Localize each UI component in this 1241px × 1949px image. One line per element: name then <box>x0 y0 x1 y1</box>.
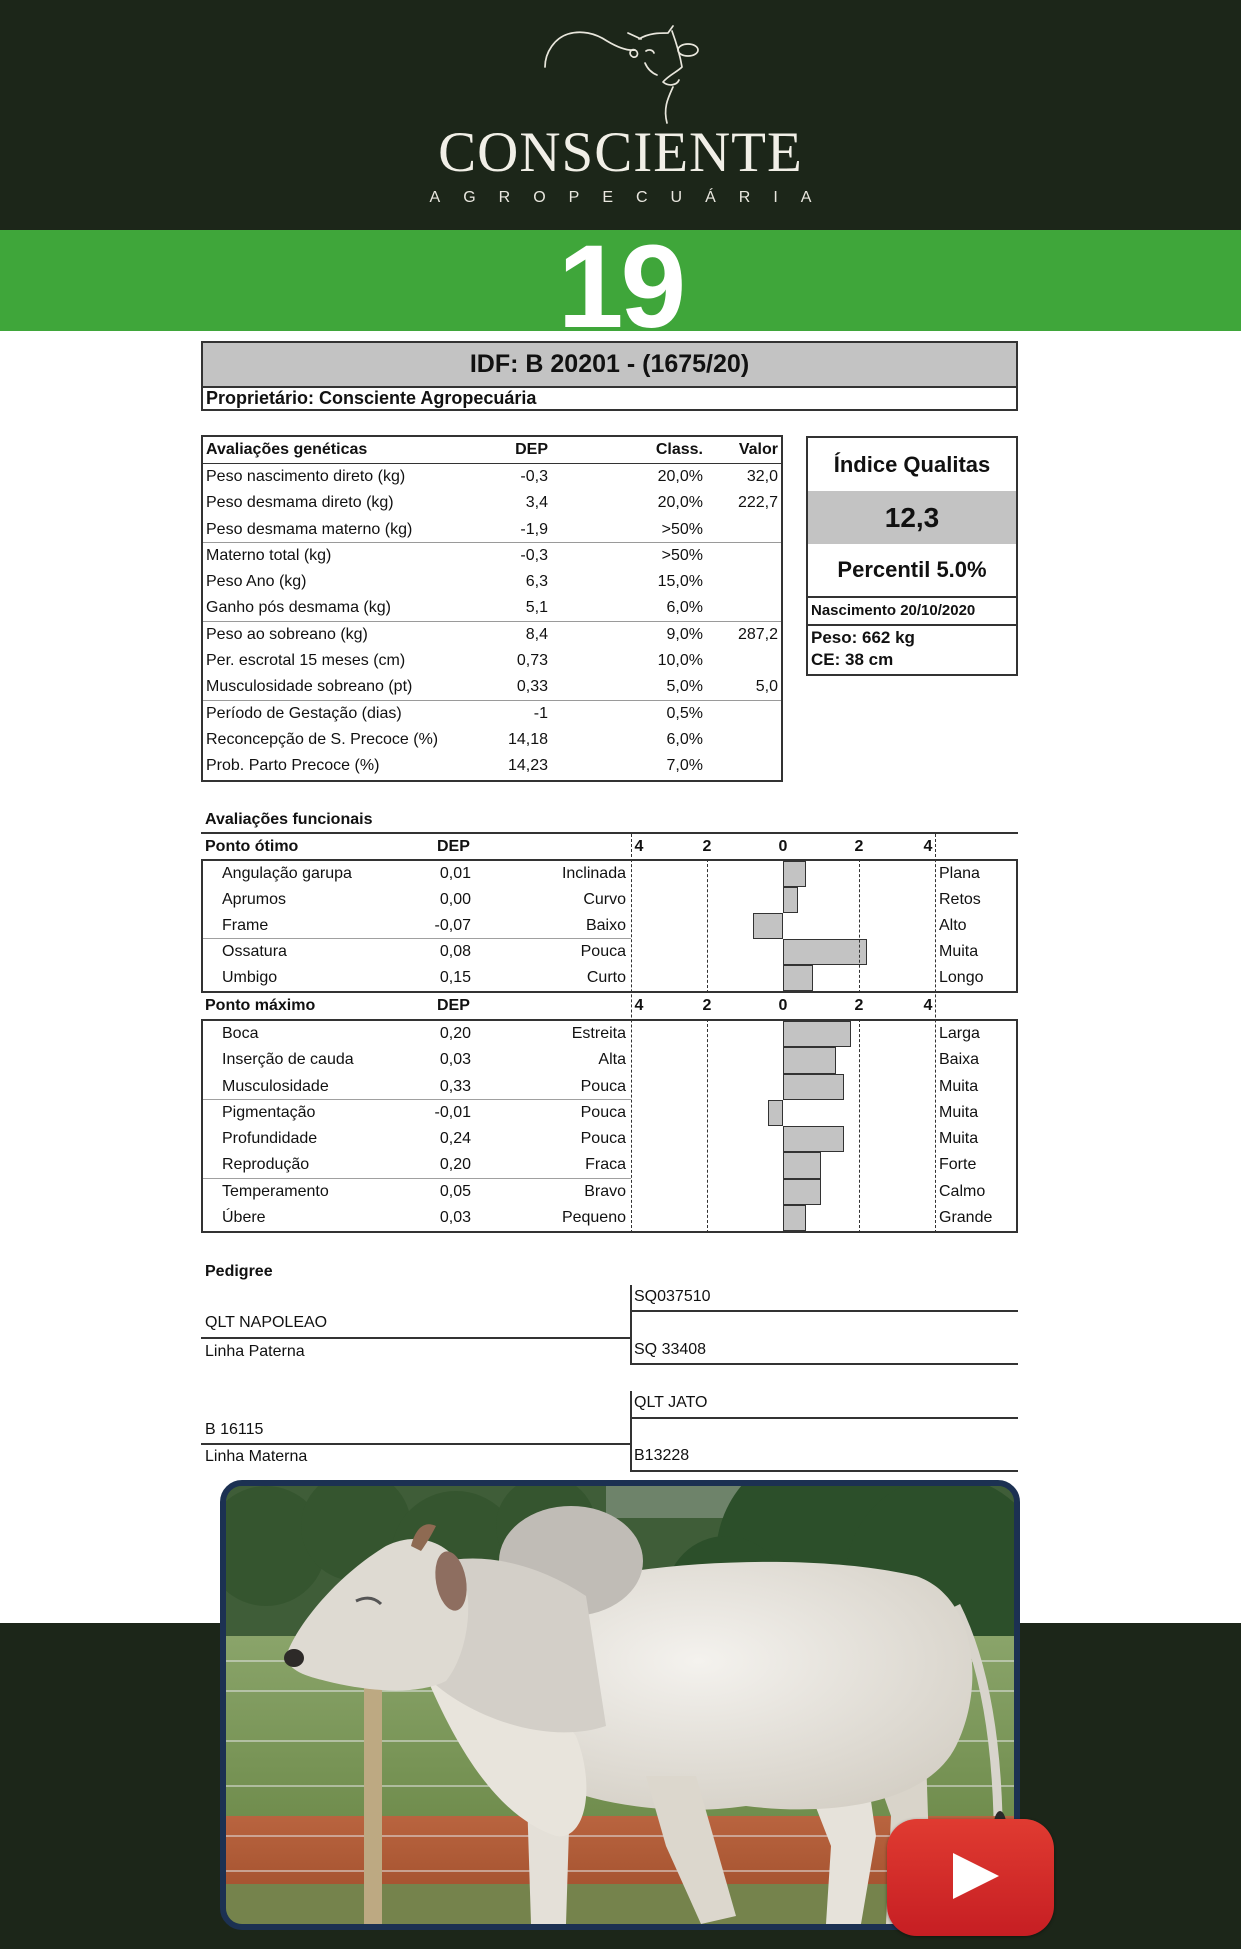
trait-label: Musculosidade sobreano (pt) <box>206 678 413 696</box>
table-row <box>203 753 781 779</box>
table-header <box>203 437 781 464</box>
table-row <box>203 490 781 516</box>
scrotal-circumference: CE: 38 cm <box>811 650 894 669</box>
table-row <box>203 648 781 674</box>
axis-gridline <box>935 834 936 1233</box>
trait-label: Úbere <box>222 1208 266 1226</box>
functional-row <box>203 965 1016 991</box>
bar-musculosidade <box>783 1074 844 1100</box>
trait-label: Temperamento <box>222 1182 329 1200</box>
header-value: Valor <box>738 441 778 458</box>
high-descriptor: Retos <box>939 891 981 908</box>
trait-class: 20,0% <box>657 468 703 485</box>
trait-label: Período de Gestação (dias) <box>206 704 402 722</box>
table-row <box>203 464 781 490</box>
pedigree-title: Pedigree <box>205 1263 273 1280</box>
axis-gridline <box>859 859 860 993</box>
low-descriptor: Pouca <box>580 1077 626 1095</box>
high-descriptor: Muita <box>939 943 979 960</box>
sire-dam: SQ 33408 <box>634 1341 707 1358</box>
high-descriptor: Larga <box>939 1025 980 1042</box>
low-descriptor: Pouca <box>580 943 626 960</box>
functional-row <box>203 913 1016 939</box>
trait-label: Peso ao sobreano (kg) <box>206 625 368 643</box>
trait-dep: -0,07 <box>434 917 471 934</box>
trait-dep: 0,03 <box>439 1208 471 1226</box>
trait-dep: 14,18 <box>507 730 548 748</box>
low-descriptor: Bravo <box>584 1182 626 1200</box>
high-descriptor: Muita <box>939 1103 979 1121</box>
low-descriptor: Curvo <box>583 891 626 908</box>
trait-label: Frame <box>222 917 269 934</box>
trait-dep: -1 <box>533 704 548 722</box>
animal-id-box <box>201 341 1018 411</box>
trait-label: Reconcepção de S. Precoce (%) <box>206 730 439 748</box>
trait-label: Aprumos <box>222 891 287 908</box>
trait-dep: 0,05 <box>439 1182 471 1200</box>
bar--bere <box>783 1205 806 1231</box>
axis-gridline <box>631 834 632 1233</box>
trait-label: Profundidade <box>222 1130 318 1147</box>
trait-class: 7,0% <box>666 757 703 775</box>
qualitas-title: Índice Qualitas <box>833 452 991 477</box>
high-descriptor: Calmo <box>939 1182 986 1200</box>
axis-tick-label: 2 <box>702 838 712 855</box>
pedigree-line <box>630 1470 1018 1472</box>
bar-inser-o-de-cauda <box>783 1047 836 1073</box>
axis-tick-label: 0 <box>778 997 788 1014</box>
animal-idf: IDF: B 20201 - (1675/20) <box>203 343 1016 388</box>
trait-label: Peso Ano (kg) <box>206 573 307 591</box>
trait-label: Materno total (kg) <box>206 546 332 564</box>
trait-dep: 0,20 <box>439 1025 471 1042</box>
trait-dep: -0,3 <box>520 546 548 564</box>
trait-class: 15,0% <box>657 573 703 591</box>
lot-number: 19 <box>557 230 684 331</box>
group-header-row <box>201 834 1018 859</box>
table-row <box>203 543 781 569</box>
trait-dep: 0,33 <box>516 678 548 696</box>
weight-ce-box <box>808 624 1016 672</box>
bar-boca <box>783 1021 851 1047</box>
header-class: Class. <box>655 441 703 458</box>
bar-profundidade <box>783 1126 844 1152</box>
pedigree-connector <box>630 1391 632 1471</box>
high-descriptor: Baixa <box>939 1051 980 1069</box>
sire: QLT NAPOLEAO <box>205 1314 328 1331</box>
sire-line-label: Linha Paterna <box>205 1343 305 1360</box>
low-descriptor: Fraca <box>585 1156 626 1174</box>
trait-value: 5,0 <box>755 678 778 696</box>
trait-value: 32,0 <box>746 468 778 485</box>
functional-row <box>203 1152 1016 1178</box>
trait-class: 10,0% <box>657 652 703 670</box>
trait-label: Peso desmama materno (kg) <box>206 520 413 538</box>
trait-label: Per. escrotal 15 meses (cm) <box>206 652 406 670</box>
brand-subtitle: AGROPECUÁRIA <box>429 189 835 206</box>
bar-angula-o-garupa <box>783 861 806 887</box>
table-row <box>203 701 781 727</box>
low-descriptor: Pequeno <box>561 1208 626 1226</box>
header-dep: DEP <box>515 441 548 458</box>
functional-row <box>203 1074 1016 1100</box>
trait-label: Ossatura <box>222 943 287 960</box>
trait-dep: 0,03 <box>439 1051 471 1069</box>
animal-owner: Proprietário: Consciente Agropecuária <box>206 388 537 408</box>
cow-logo-icon <box>535 20 705 130</box>
group-header: Ponto ótimo <box>205 838 299 855</box>
sire-sire: SQ037510 <box>634 1288 711 1305</box>
qualitas-value: 12,3 <box>808 491 1016 544</box>
dam-line-label: Linha Materna <box>205 1448 308 1465</box>
trait-dep: 5,1 <box>525 599 548 617</box>
trait-class: 6,0% <box>666 730 703 748</box>
axis-gridline <box>707 1019 708 1233</box>
low-descriptor: Alta <box>598 1051 626 1069</box>
functional-row <box>203 1100 1016 1126</box>
qualitas-index-box <box>806 436 1018 676</box>
functional-row <box>203 1205 1016 1231</box>
table-row <box>203 622 781 648</box>
dam: B 16115 <box>205 1421 264 1438</box>
functional-row <box>203 887 1016 913</box>
table-row <box>203 569 781 595</box>
trait-label: Peso nascimento direto (kg) <box>206 468 406 485</box>
functional-group-table <box>201 1019 1018 1233</box>
axis-tick-label: 4 <box>634 997 644 1014</box>
trait-dep: 0,15 <box>439 969 471 986</box>
trait-label: Boca <box>222 1025 259 1042</box>
high-descriptor: Muita <box>939 1077 979 1095</box>
header-trait: Avaliações genéticas <box>206 441 368 458</box>
bar-reprodu-o <box>783 1152 821 1178</box>
functional-group-table <box>201 859 1018 993</box>
trait-dep: 0,24 <box>439 1130 471 1147</box>
high-descriptor: Plana <box>939 865 980 882</box>
trait-dep: -0,01 <box>434 1103 471 1121</box>
table-row <box>203 517 781 543</box>
low-descriptor: Pouca <box>580 1103 626 1121</box>
bar-aprumos <box>783 887 798 913</box>
trait-dep: 0,08 <box>439 943 471 960</box>
trait-label: Ganho pós desmama (kg) <box>206 599 391 617</box>
group-header: Ponto máximo <box>205 997 316 1014</box>
trait-dep: 6,3 <box>525 573 548 591</box>
trait-label: Angulação garupa <box>222 865 352 882</box>
trait-class: >50% <box>661 546 703 564</box>
bar-umbigo <box>783 965 813 991</box>
trait-label: Pigmentação <box>222 1103 316 1121</box>
pedigree-line <box>630 1417 1018 1419</box>
functional-row <box>203 1021 1016 1047</box>
axis-tick-label: 2 <box>702 997 712 1014</box>
trait-dep: -0,3 <box>520 468 548 485</box>
bar-temperamento <box>783 1179 821 1205</box>
trait-label: Musculosidade <box>222 1077 329 1095</box>
youtube-play-button[interactable] <box>887 1819 1054 1936</box>
pedigree-line <box>630 1363 1018 1365</box>
bar-frame <box>753 913 783 939</box>
table-row <box>203 727 781 753</box>
trait-dep: 0,01 <box>439 865 471 882</box>
high-descriptor: Alto <box>939 917 967 934</box>
pedigree-line <box>630 1310 1018 1312</box>
functional-row <box>203 1047 1016 1073</box>
axis-gridline <box>859 1019 860 1233</box>
axis-tick-label: 4 <box>923 838 933 855</box>
high-descriptor: Longo <box>939 969 984 986</box>
functional-row <box>203 1126 1016 1152</box>
trait-class: 0,5% <box>666 704 703 722</box>
trait-dep: 14,23 <box>507 757 548 775</box>
functional-row <box>203 1179 1016 1205</box>
trait-class: 9,0% <box>666 625 703 643</box>
birth-date: Nascimento 20/10/2020 <box>808 596 1016 624</box>
low-descriptor: Inclinada <box>561 865 626 882</box>
functional-row <box>203 939 1016 965</box>
trait-dep: 0,20 <box>439 1156 471 1174</box>
trait-label: Prob. Parto Precoce (%) <box>206 757 380 775</box>
trait-value: 287,2 <box>737 625 778 643</box>
weight: Peso: 662 kg <box>811 628 915 647</box>
brand-name: CONSCIENTE <box>438 121 803 184</box>
trait-label: Peso desmama direto (kg) <box>206 494 394 512</box>
functional-title: Avaliações funcionais <box>205 811 373 828</box>
low-descriptor: Estreita <box>571 1025 626 1042</box>
high-descriptor: Grande <box>939 1208 993 1226</box>
dep-header: DEP <box>437 838 470 855</box>
high-descriptor: Forte <box>939 1156 977 1174</box>
pedigree-line <box>201 1337 632 1339</box>
table-body <box>203 464 781 780</box>
low-descriptor: Baixo <box>585 917 626 934</box>
trait-dep: 8,4 <box>525 625 548 643</box>
axis-tick-label: 2 <box>854 997 864 1014</box>
trait-class: >50% <box>661 520 703 538</box>
low-descriptor: Curto <box>586 969 626 986</box>
functional-row <box>203 861 1016 887</box>
axis-tick-label: 2 <box>854 838 864 855</box>
pedigree-connector <box>630 1285 632 1365</box>
genetic-evaluations-table <box>201 435 783 782</box>
high-descriptor: Muita <box>939 1130 979 1147</box>
trait-label: Inserção de cauda <box>222 1051 354 1069</box>
lot-band <box>0 230 1241 331</box>
axis-tick-label: 0 <box>778 838 788 855</box>
bar-ossatura <box>783 939 867 965</box>
bar-pigmenta-o <box>768 1100 783 1126</box>
trait-dep: -1,9 <box>520 520 548 538</box>
table-row <box>203 595 781 621</box>
low-descriptor: Pouca <box>580 1130 626 1147</box>
table-row <box>203 674 781 700</box>
dep-header: DEP <box>437 997 470 1014</box>
trait-class: 6,0% <box>666 599 703 617</box>
trait-class: 20,0% <box>657 494 703 512</box>
group-header-row <box>201 993 1018 1019</box>
trait-dep: 0,00 <box>439 891 471 908</box>
axis-gridline <box>707 859 708 993</box>
dam-sire: QLT JATO <box>634 1394 708 1411</box>
trait-label: Umbigo <box>222 969 278 986</box>
pedigree-line <box>201 1443 632 1445</box>
axis-tick-label: 4 <box>923 997 933 1014</box>
trait-label: Reprodução <box>222 1156 310 1174</box>
qualitas-percentile: Percentil 5.0% <box>837 557 987 582</box>
dam-dam: B13228 <box>634 1447 690 1464</box>
trait-class: 5,0% <box>666 678 703 696</box>
trait-dep: 3,4 <box>525 494 548 512</box>
trait-dep: 0,33 <box>439 1077 471 1095</box>
trait-dep: 0,73 <box>516 652 548 670</box>
trait-value: 222,7 <box>737 494 778 512</box>
youtube-play-icon <box>953 1853 999 1899</box>
axis-tick-label: 4 <box>634 838 644 855</box>
